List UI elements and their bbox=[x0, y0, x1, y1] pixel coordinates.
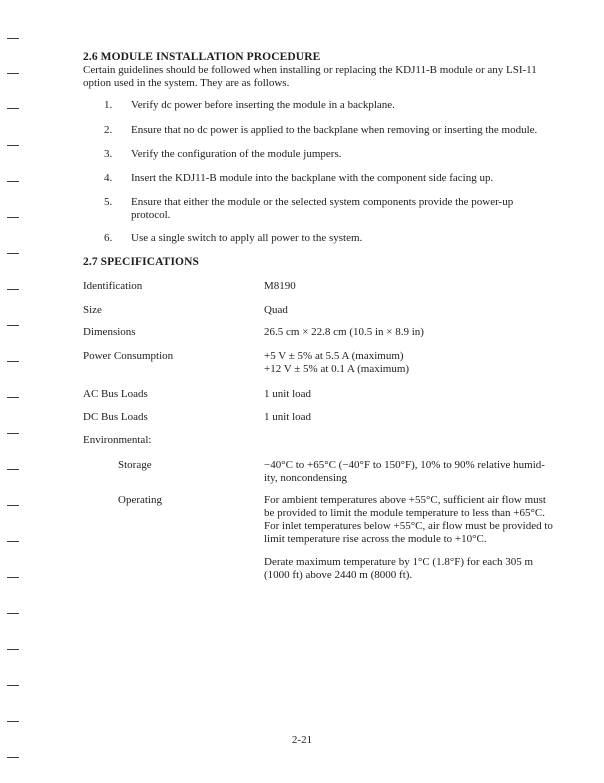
spec-value-line: −40°C to +65°C (−40°F to 150°F), 10% to 90% relative humid- bbox=[264, 459, 545, 471]
spec-value-line: (1000 ft) above 2440 m (8000 ft). bbox=[264, 569, 413, 581]
step-text-line: Ensure that either the module or the selected system components provide the power-up bbox=[131, 196, 514, 208]
step-text: Ensure that no dc power is applied to the backplane when removing or inserting the module. bbox=[131, 124, 538, 136]
page-number: 2-21 bbox=[291, 734, 313, 746]
margin-tick bbox=[7, 325, 19, 326]
spec-label: Environmental: bbox=[83, 434, 152, 446]
spec-value-line: For ambient temperatures above +55°C, sufficient air flow must bbox=[264, 494, 546, 506]
section-heading: 2.7 SPECIFICATIONS bbox=[83, 256, 199, 268]
spec-label: DC Bus Loads bbox=[83, 411, 148, 423]
spec-value: 1 unit load bbox=[264, 411, 312, 423]
margin-tick bbox=[7, 721, 19, 722]
step-number: 3. bbox=[104, 148, 113, 160]
spec-value-derate bbox=[264, 556, 564, 582]
margin-tick bbox=[7, 685, 19, 686]
spec-value bbox=[264, 350, 564, 376]
margin-tick bbox=[7, 289, 19, 290]
spec-label: Storage bbox=[118, 459, 152, 471]
margin-tick bbox=[7, 433, 19, 434]
spec-label: Identification bbox=[83, 280, 143, 292]
margin-tick bbox=[7, 73, 19, 74]
step-text bbox=[131, 196, 563, 222]
intro-line: Certain guidelines should be followed when installing or replacing the KDJ11-B module or any LSI-11 bbox=[83, 64, 537, 76]
margin-tick bbox=[7, 397, 19, 398]
margin-tick bbox=[7, 217, 19, 218]
spec-value-line: ity, noncondensing bbox=[264, 472, 347, 484]
spec-value: Quad bbox=[264, 304, 288, 316]
spec-label: Size bbox=[83, 304, 102, 316]
margin-tick bbox=[7, 541, 19, 542]
margin-tick bbox=[7, 469, 19, 470]
margin-tick bbox=[7, 757, 19, 758]
margin-tick bbox=[7, 649, 19, 650]
margin-tick bbox=[7, 577, 19, 578]
margin-tick bbox=[7, 145, 19, 146]
intro-line: option used in the system. They are as follows. bbox=[83, 77, 290, 89]
spec-label: Power Consumption bbox=[83, 350, 174, 362]
spec-value bbox=[264, 459, 564, 485]
spec-value: M8190 bbox=[264, 280, 296, 292]
margin-tick bbox=[7, 181, 19, 182]
margin-tick bbox=[7, 613, 19, 614]
spec-value: 1 unit load bbox=[264, 388, 312, 400]
spec-value-line: +12 V ± 5% at 0.1 A (maximum) bbox=[264, 363, 410, 375]
spec-value-line: Derate maximum temperature by 1°C (1.8°F) for each 305 m bbox=[264, 556, 534, 568]
step-number: 4. bbox=[104, 172, 113, 184]
step-text: Insert the KDJ11-B module into the backplane with the component side facing up. bbox=[131, 172, 494, 184]
spec-label: AC Bus Loads bbox=[83, 388, 148, 400]
spec-value-line: For inlet temperatures below +55°C, air flow must be provided to bbox=[264, 520, 553, 532]
margin-tick bbox=[7, 253, 19, 254]
spec-value: 26.5 cm × 22.8 cm (10.5 in × 8.9 in) bbox=[264, 326, 424, 338]
spec-label: Operating bbox=[118, 494, 162, 506]
step-text: Use a single switch to apply all power to the system. bbox=[131, 232, 363, 244]
step-number: 5. bbox=[104, 196, 113, 208]
margin-tick bbox=[7, 361, 19, 362]
step-text: Verify the configuration of the module jumpers. bbox=[131, 148, 342, 160]
step-text: Verify dc power before inserting the module in a backplane. bbox=[131, 99, 395, 111]
intro-paragraph bbox=[83, 64, 565, 90]
spec-value-line: +5 V ± 5% at 5.5 A (maximum) bbox=[264, 350, 404, 362]
spec-value bbox=[264, 494, 564, 546]
step-number: 2. bbox=[104, 124, 113, 136]
margin-tick bbox=[7, 108, 19, 109]
step-number: 6. bbox=[104, 232, 113, 244]
step-number: 1. bbox=[104, 99, 113, 111]
spec-value-line: limit temperature rise across the module to +10°C. bbox=[264, 533, 487, 545]
spec-value-line: be provided to limit the module temperature to less than +65°C. bbox=[264, 507, 545, 519]
margin-tick bbox=[7, 38, 19, 39]
section-heading: 2.6 MODULE INSTALLATION PROCEDURE bbox=[83, 51, 321, 63]
step-text-line: protocol. bbox=[131, 209, 171, 221]
margin-tick bbox=[7, 505, 19, 506]
spec-label: Dimensions bbox=[83, 326, 136, 338]
